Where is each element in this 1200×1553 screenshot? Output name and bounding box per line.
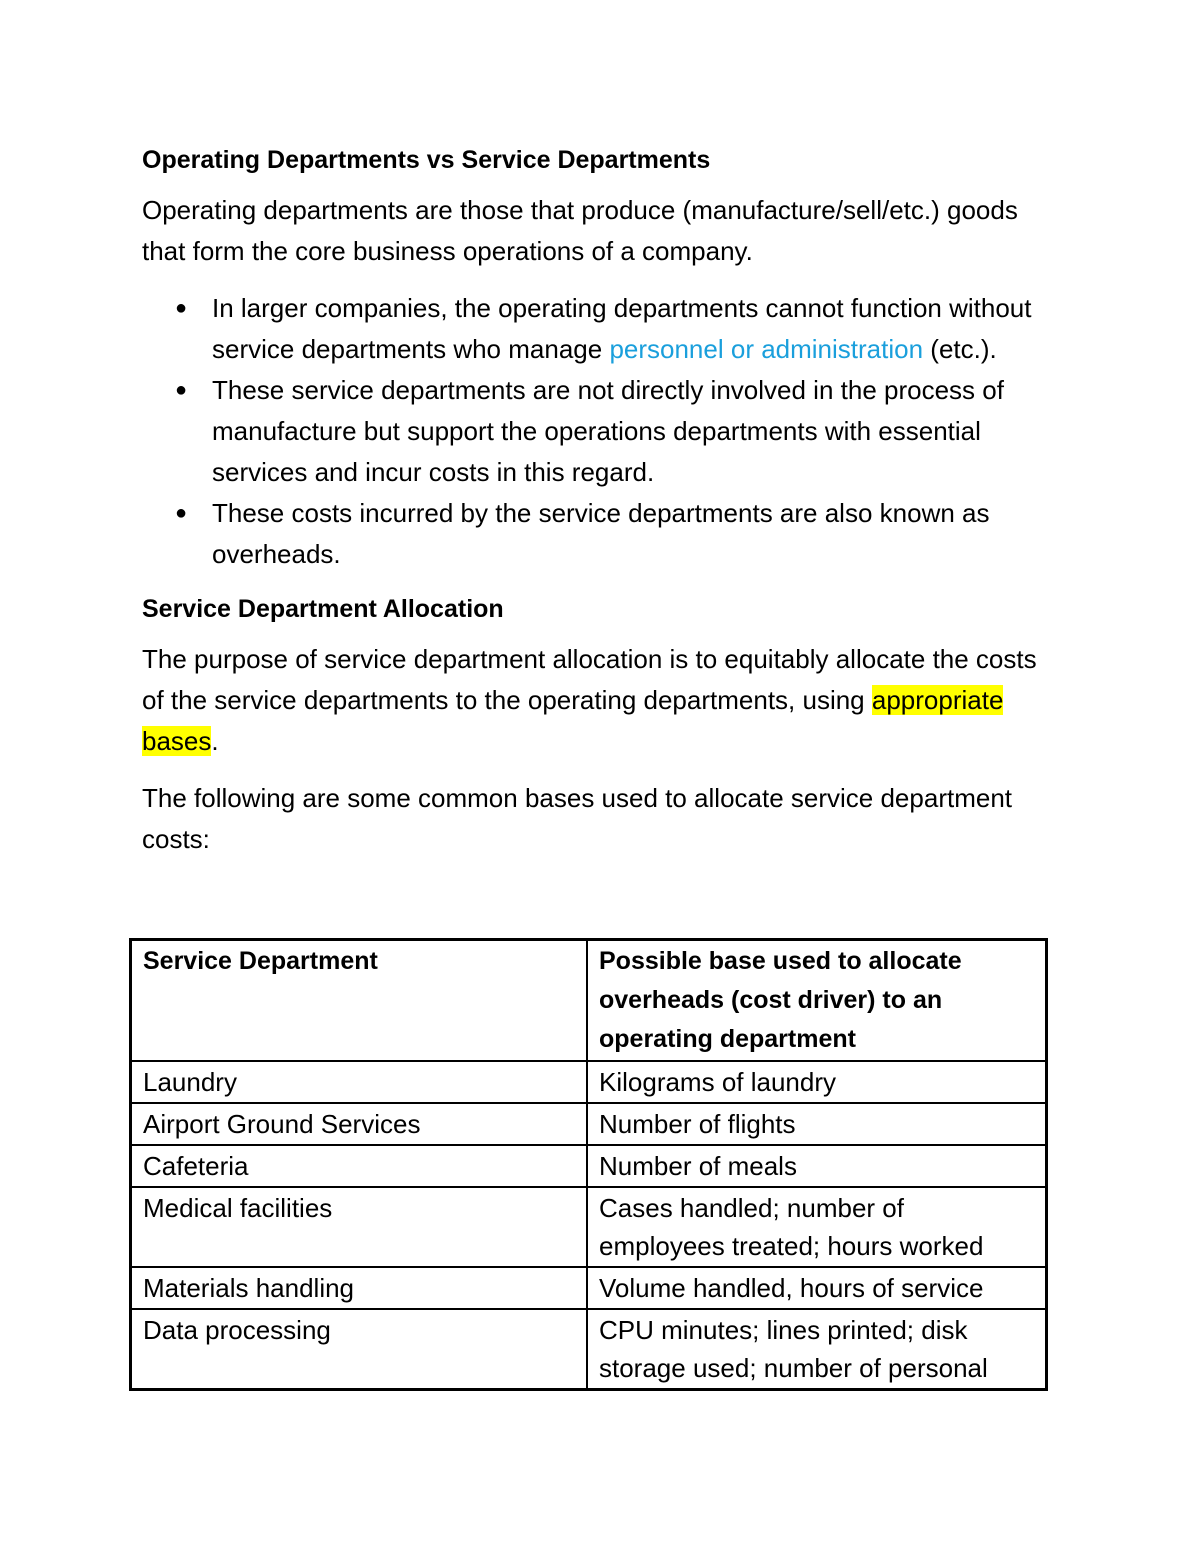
table-row xyxy=(131,1145,1047,1187)
service-department-cell: Airport Ground Services xyxy=(131,1103,588,1145)
allocation-purpose-paragraph xyxy=(142,639,1052,762)
purpose-text-after: . xyxy=(211,726,219,756)
base-cell: Number of flights xyxy=(587,1103,1047,1145)
intro-paragraph: Operating departments are those that produce (manufacture/sell/etc.) goods that form the core business operations of a company. xyxy=(142,195,1018,266)
bullet-item-3 xyxy=(142,493,1052,575)
document-page xyxy=(142,140,1052,1383)
table-header-row xyxy=(131,940,1047,1062)
service-department-cell: Laundry xyxy=(131,1061,588,1103)
header-possible-base: Possible base used to allocate overheads (cost driver) to an operating department xyxy=(587,940,1047,1062)
bullet-item-2 xyxy=(142,370,1052,493)
table-row xyxy=(131,1103,1047,1145)
base-cell: Volume handled, hours of service xyxy=(587,1267,1047,1309)
bullet-1-text-before: In larger companies, the operating departments cannot function without service departments who manage xyxy=(212,293,1032,364)
bullet-list xyxy=(142,288,1052,575)
bullet-dot-icon: ● xyxy=(175,502,188,524)
common-bases-paragraph: The following are some common bases used to allocate service department costs: xyxy=(142,783,1012,854)
bullet-dot-icon: ● xyxy=(175,297,188,319)
service-department-cell: Medical facilities xyxy=(131,1187,588,1267)
base-cell: Kilograms of laundry xyxy=(587,1061,1047,1103)
table-row xyxy=(131,1061,1047,1103)
base-cell: Cases handled; number of employees treated; hours worked xyxy=(587,1187,1047,1267)
bullet-item-1 xyxy=(142,288,1052,370)
service-department-cell: Materials handling xyxy=(131,1267,588,1309)
heading-service-department-allocation: Service Department Allocation xyxy=(142,595,504,623)
header-service-department: Service Department xyxy=(131,940,588,1062)
bullet-2-text: These service departments are not directly involved in the process of manufacture but support the operations departments with essential services and incur costs in this regard. xyxy=(212,375,1004,487)
personnel-administration-link[interactable]: personnel or administration xyxy=(609,334,924,364)
service-department-cell: Data processing xyxy=(131,1309,588,1390)
table-row xyxy=(131,1267,1047,1309)
service-department-cell: Cafeteria xyxy=(131,1145,588,1187)
appropriate-bases-highlight: appropriate bases xyxy=(142,685,1004,756)
bullet-dot-icon: ● xyxy=(175,379,188,401)
base-cell: Number of meals xyxy=(587,1145,1047,1187)
base-cell: CPU minutes; lines printed; disk storage used; number of personal xyxy=(587,1309,1047,1390)
bullet-3-text: These costs incurred by the service departments are also known as overheads. xyxy=(212,498,990,569)
allocation-bases-table xyxy=(129,938,1048,1391)
table-row xyxy=(131,1309,1047,1390)
bullet-1-text-after: (etc.). xyxy=(923,334,997,364)
purpose-text-before: The purpose of service department allocation is to equitably allocate the costs of the service departments to the operating departments, using xyxy=(142,644,1037,715)
heading-operating-vs-service: Operating Departments vs Service Departments xyxy=(142,146,711,174)
table-row xyxy=(131,1187,1047,1267)
